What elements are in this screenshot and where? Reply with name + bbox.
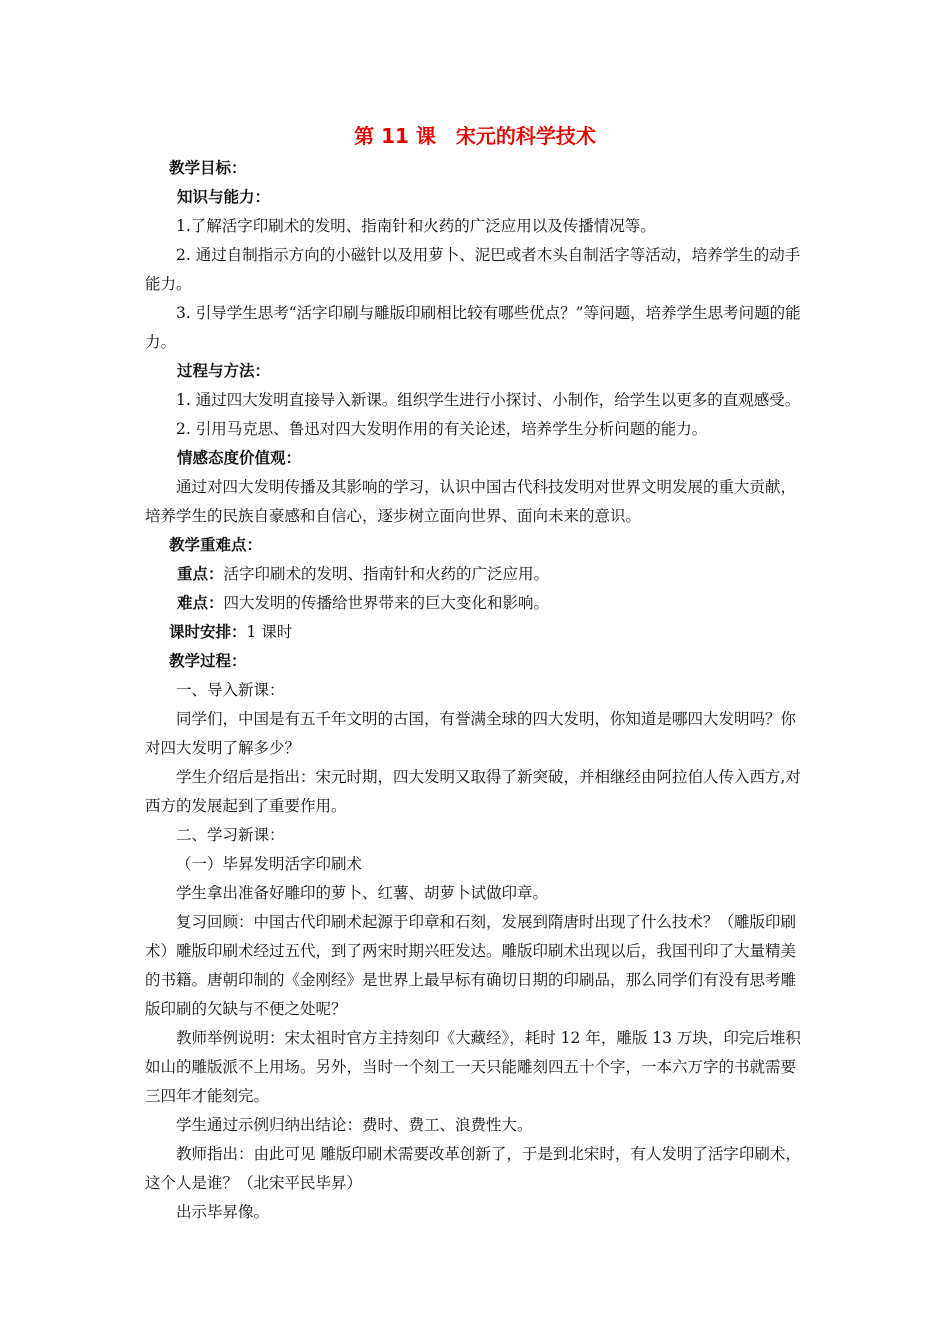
subsection-1: （一）毕昇发明活字印刷术 <box>176 855 363 873</box>
paragraph-6: 学生通过示例归纳出结论：费时、费工、浪费性大。 <box>176 1116 533 1134</box>
schedule-text: 1 课时 <box>246 623 293 641</box>
knowledge-item-3: 3. 引导学生思考“活字印刷与雕版印刷相比较有哪些优点？”等问题，培养学生思考问题的能力。 <box>145 304 801 351</box>
keypoints-heading: 教学重难点： <box>169 536 263 554</box>
paragraph-3: 学生拿出准备好雕印的萝卜、红薯、胡萝卜试做印章。 <box>176 884 549 902</box>
paragraph-7: 教师指出：由此可见 雕版印刷术需要改革创新了，于是到北宋时，有人发明了活字印刷术，这个人是谁？（北宋平民毕昇） <box>145 1145 801 1192</box>
difficulty-text: 四大发明的传播给世界带来的巨大变化和影响。 <box>223 594 550 612</box>
paragraph-2: 学生介绍后是指出：宋元时期，四大发明又取得了新突破，并相继经由阿拉伯人传入西方,对西方的发展起到了重要作用。 <box>145 768 801 815</box>
paragraph-5: 教师举例说明：宋太祖时官方主持刻印《大藏经》，耗时 12 年，雕版 13 万块，印完后堆积如山的雕版派不上用场。另外，当时一个刻工一天只能雕刻四五十个字，一本六万字的书就需要三四年才能刻完。 <box>145 1029 801 1105</box>
emotion-heading: 情感态度价值观： <box>177 449 302 467</box>
focus-line <box>145 560 807 589</box>
difficulty-line <box>145 589 807 618</box>
section-new-lesson: 二、学习新课： <box>176 826 285 844</box>
knowledge-item-1: 1.了解活字印刷术的发明、指南针和火药的广泛应用以及传播情况等。 <box>176 217 656 235</box>
paragraph-4: 复习回顾：中国古代印刷术起源于印章和石刻，发展到隋唐时出现了什么技术？（雕版印刷术）雕版印刷术经过五代，到了两宋时期兴旺发达。雕版印刷术出现以后，我国刊印了大量精美的书籍。唐朝印制的《金刚经》是世界上最早标有确切日期的印刷品，那么同学们有没有思考雕版印刷的欠缺与不便之处呢？ <box>145 913 797 1018</box>
emotion-paragraph: 通过对四大发明传播及其影响的学习，认识中国古代科技发明对世界文明发展的重大贡献，培养学生的民族自豪感和自信心，逐步树立面向世界、面向未来的意识。 <box>145 478 797 525</box>
goals-heading: 教学目标： <box>169 159 247 177</box>
knowledge-item-2: 2. 通过自制指示方向的小磁针以及用萝卜、泥巴或者木头自制活字等活动，培养学生的动手能力。 <box>145 246 801 293</box>
section-intro: 一、导入新课： <box>176 681 285 699</box>
process-heading: 过程与方法： <box>177 362 271 380</box>
difficulty-label: 难点： <box>177 594 224 612</box>
process-item-2: 2. 引用马克思、鲁迅对四大发明作用的有关论述，培养学生分析问题的能力。 <box>176 420 708 438</box>
process-item-1: 1. 通过四大发明直接导入新课。组织学生进行小探讨、小制作，给学生以更多的直观感受。 <box>176 391 801 409</box>
schedule-line <box>145 618 807 647</box>
focus-label: 重点： <box>177 565 224 583</box>
teaching-heading: 教学过程： <box>169 652 247 670</box>
paragraph-1: 同学们，中国是有五千年文明的古国，有誉满全球的四大发明，你知道是哪四大发明吗？你对四大发明了解多少？ <box>145 710 797 757</box>
knowledge-heading: 知识与能力： <box>177 188 271 206</box>
document-body <box>145 154 807 1227</box>
lesson-title: 第 11 课 宋元的科学技术 <box>354 124 596 148</box>
schedule-label: 课时安排： <box>169 623 247 641</box>
paragraph-8: 出示毕昇像。 <box>176 1203 270 1221</box>
focus-text: 活字印刷术的发明、指南针和火药的广泛应用。 <box>223 565 550 583</box>
